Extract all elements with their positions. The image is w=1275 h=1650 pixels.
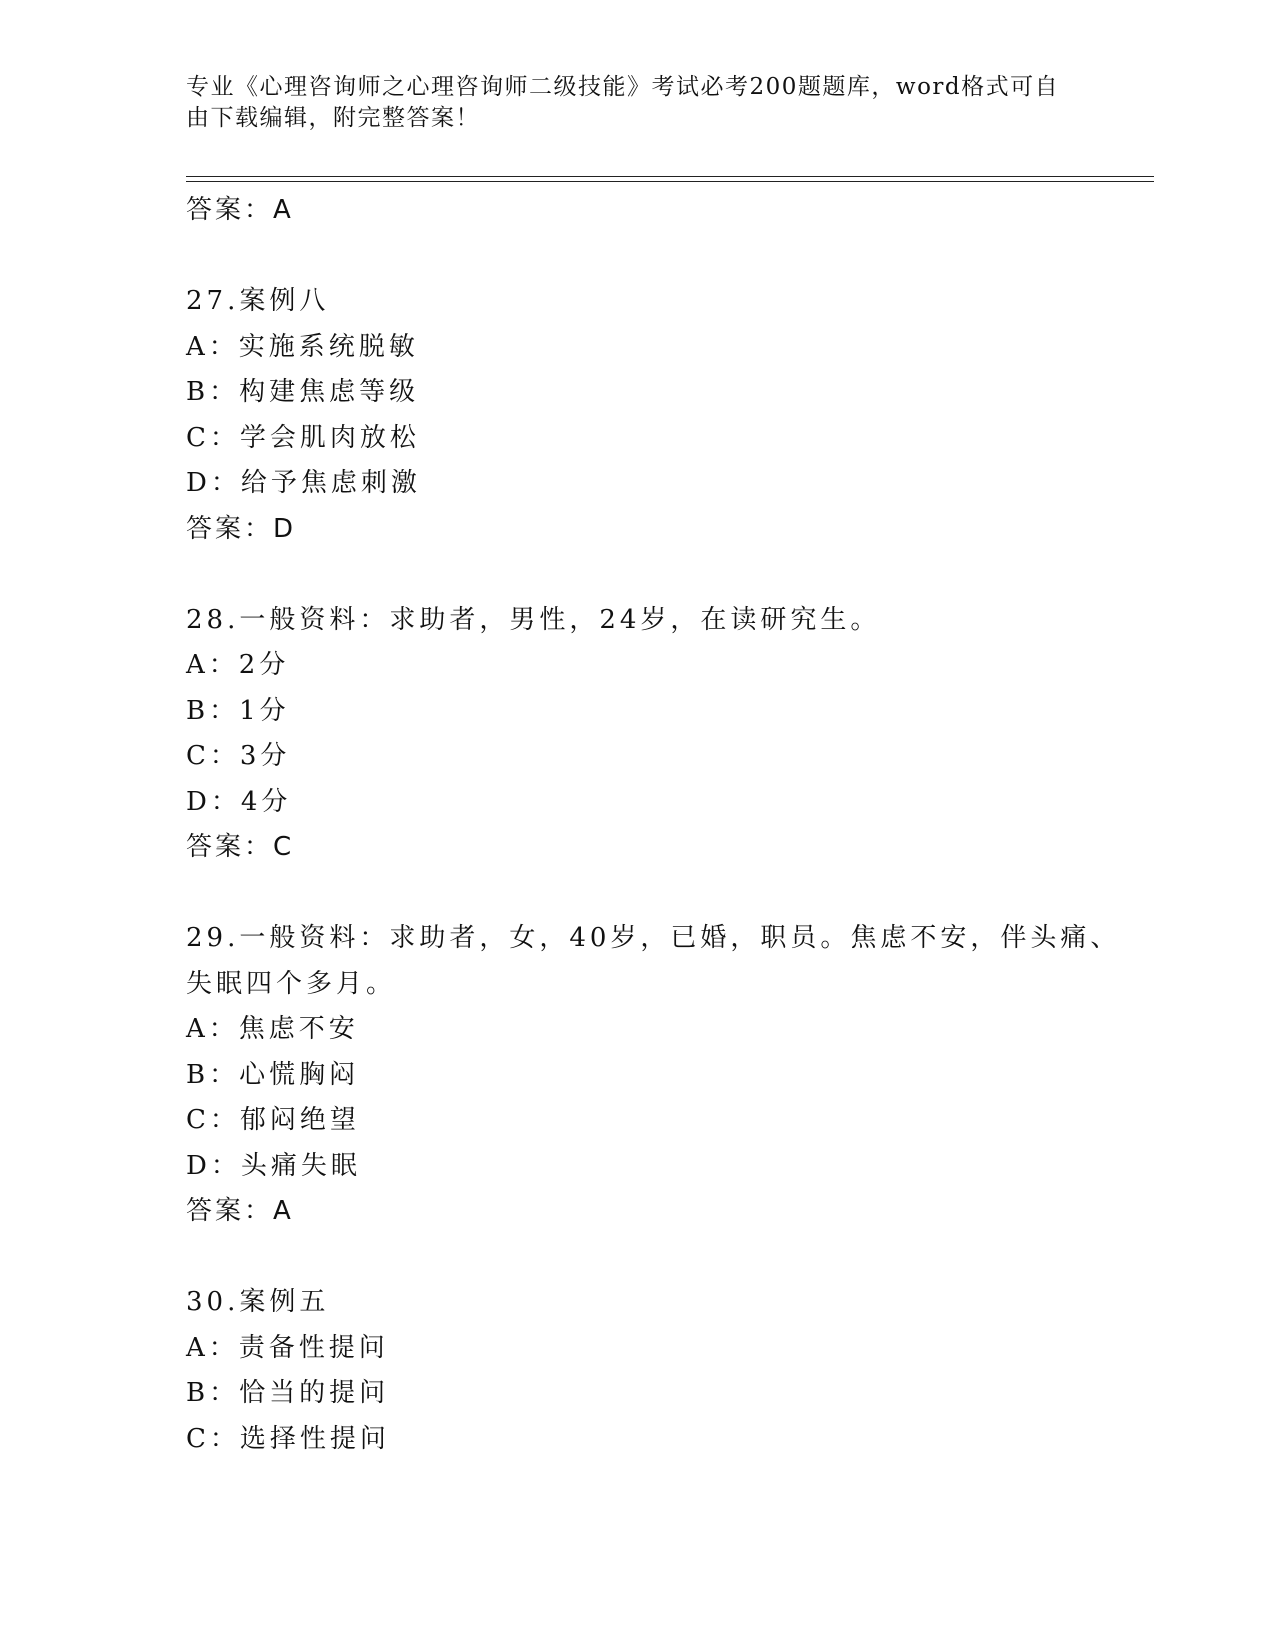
question-stem: 30.案例五 [186, 1287, 330, 1317]
question-block [186, 1280, 1086, 1462]
spacer [186, 552, 1086, 598]
question-block [186, 279, 1086, 552]
spacer [186, 871, 1086, 917]
question-stem: 29.一般资料：求助者，女，40岁，已婚，职员。焦虑不安，伴头痛、 [186, 923, 1121, 953]
option-c: C：学会肌肉放松 [186, 422, 420, 453]
option-d: D：4分 [186, 786, 292, 817]
answer-line: 答案：D [186, 513, 297, 544]
spacer [186, 234, 1086, 280]
answer-line: 答案：A [186, 195, 294, 225]
option-b: B：心慌胸闷 [186, 1059, 360, 1090]
option-b: B：恰当的提问 [186, 1378, 390, 1408]
option-c: C：3分 [186, 741, 291, 771]
question-block [186, 916, 1121, 1235]
option-a: A：2分 [186, 650, 290, 680]
option-a: A：责备性提问 [186, 1332, 389, 1363]
question-stem: 28.一般资料：求助者，男性，24岁，在读研究生。 [186, 604, 881, 635]
header-line-1: 专业《心理咨询师之心理咨询师二级技能》考试必考200题题库，word格式可自 [186, 74, 1060, 100]
document-header [186, 72, 1066, 134]
question-block [186, 598, 1086, 871]
option-d: D：头痛失眠 [186, 1150, 361, 1181]
option-d: D：给予焦虑刺激 [186, 468, 421, 498]
header-divider-top [186, 176, 1154, 177]
option-a: A：实施系统脱敏 [186, 331, 419, 362]
option-c: C：选择性提问 [186, 1423, 390, 1454]
option-b: B：1分 [186, 695, 290, 726]
header-line-2: 由下载编辑，附完整答案！ [186, 105, 480, 131]
question-stem-continued: 失眠四个多月。 [186, 968, 397, 999]
question-list [186, 188, 1121, 1462]
answer-line: 答案：C [186, 832, 295, 862]
option-c: C：郁闷绝望 [186, 1105, 360, 1135]
question-stem: 27.案例八 [186, 286, 330, 316]
header-divider-bottom [186, 181, 1154, 182]
option-b: B：构建焦虑等级 [186, 377, 420, 407]
option-a: A：焦虑不安 [186, 1014, 359, 1044]
answer-line: 答案：A [186, 1196, 294, 1226]
spacer [186, 1235, 1086, 1281]
